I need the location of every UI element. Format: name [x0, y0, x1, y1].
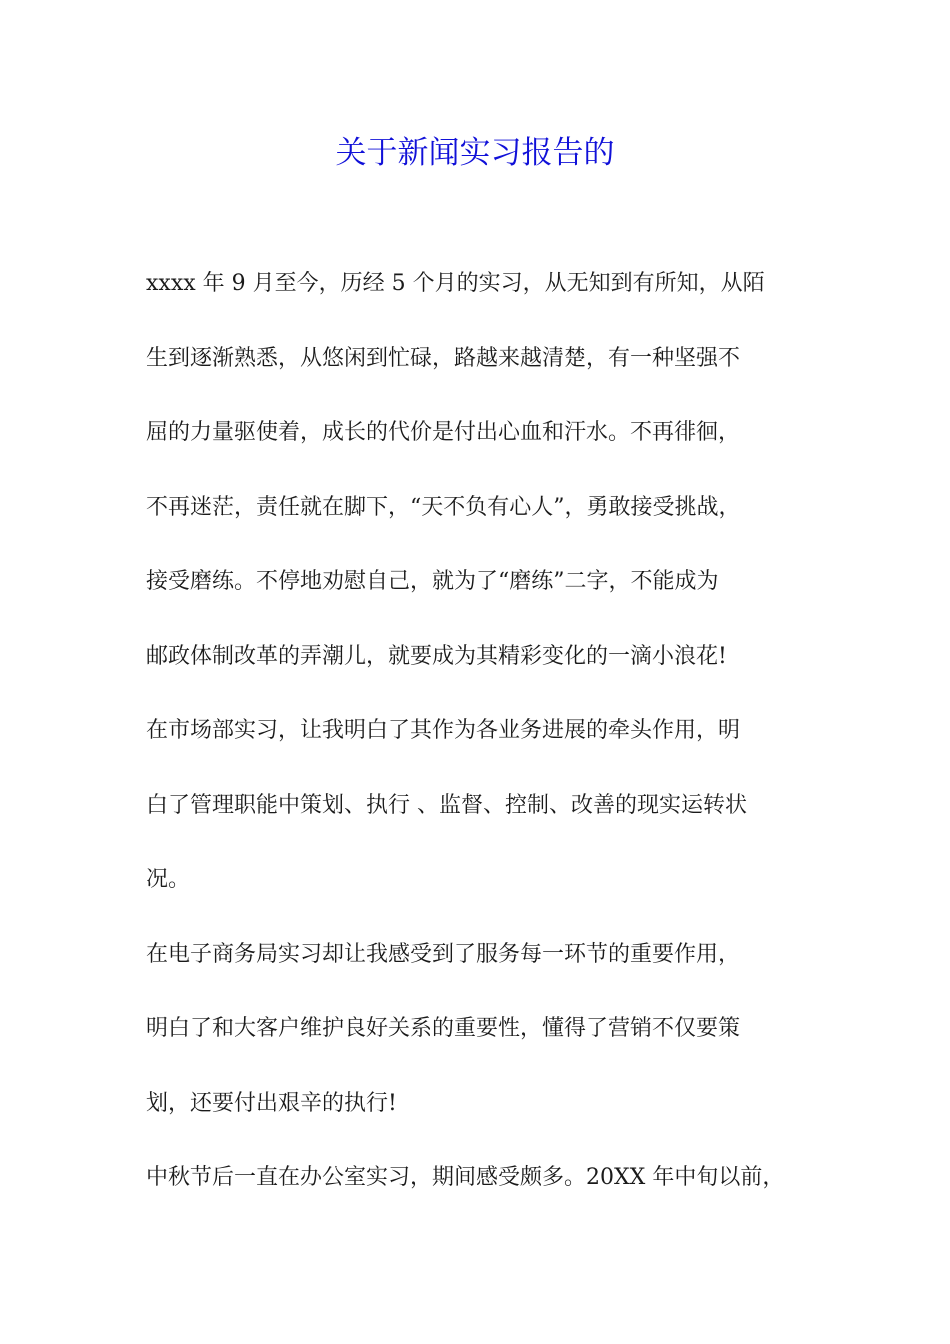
text-line: 中秋节后一直在办公室实习，期间感受颇多。20XX 年中旬以前， — [146, 1165, 785, 1190]
text-line: 生到逐渐熟悉，从悠闲到忙碌，路越来越清楚，有一种坚强不 — [146, 346, 741, 371]
text-line: 明白了和大客户维护良好关系的重要性，懂得了营销不仅要策 — [146, 1016, 741, 1041]
text-line: 在市场部实习，让我明白了其作为各业务进展的牵头作用，明 — [146, 718, 741, 743]
text-line: 屈的力量驱使着，成长的代价是付出心血和汗水。不再徘徊， — [146, 420, 741, 445]
text-line: 邮政体制改革的弄潮儿，就要成为其精彩变化的一滴小浪花! — [146, 644, 727, 669]
text-line: 接受磨练。不停地劝慰自己，就为了“磨练”二字，不能成为 — [146, 569, 719, 594]
text-line: 不再迷茫，责任就在脚下，“天不负有心人”，勇敢接受挑战， — [146, 495, 741, 520]
text-line: 在电子商务局实习却让我感受到了服务每一环节的重要作用， — [146, 942, 741, 967]
text-line: 划，还要付出艰辛的执行! — [146, 1091, 397, 1116]
text-line: 白了管理职能中策划、执行 、监督、控制、改善的现实运转状 — [146, 793, 747, 818]
page-title: 关于新闻实习报告的 — [335, 135, 615, 171]
text-line: xxxx 年 9 月至今，历经 5 个月的实习，从无知到有所知，从陌 — [146, 271, 765, 296]
text-line: 况。 — [146, 867, 191, 892]
